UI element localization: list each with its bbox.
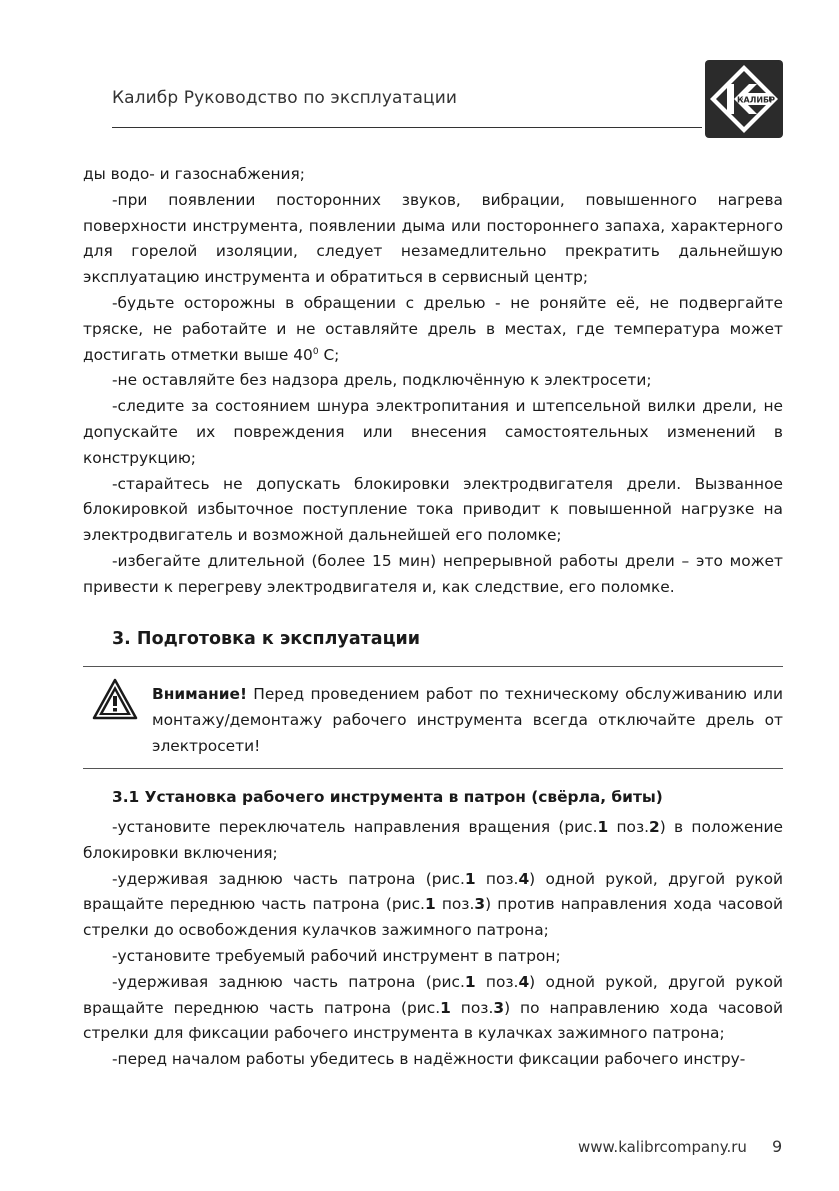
degree-superscript: 0 [312,346,319,357]
section-divider-bottom [83,768,783,769]
section-divider-top [83,666,783,667]
warning-note [152,681,783,759]
kalibr-logo-icon [705,60,783,138]
section-title: 3. Подготовка к эксплуатации [112,629,421,649]
paragraph: -установите переключатель направления вращения (рис.1 поз.2) в положение блокировки включения; [83,818,783,862]
paragraph: -установите требуемый рабочий инструмент в патрон; [112,946,561,965]
paragraph: ды водо- и газоснабжения; [83,165,305,183]
paragraph: -старайтесь не допускать блокировки электродвигателя дрели. Вызванное блокировкой избыточное поступление тока приводит к повышенной нагрузке на электродвигатель и возможной дальнейшей его поломке; [83,474,783,545]
paragraph: -следите за состоянием шнура электропитания и штепсельной вилки дрели, не допускайте их повреждения или внесения самостоятельных изменений в конструкцию; [83,397,783,467]
header-divider [112,127,702,128]
paragraph: -удерживая заднюю часть патрона (рис.1 поз.4) одной рукой, другой рукой вращайте переднюю часть патрона (рис.1 поз.3) по направлению хода часовой стрелки для фиксации рабочего инструмента в кулачках зажимного патрона; [83,972,784,1043]
warning-label: Внимание! [152,685,247,703]
paragraph [83,291,783,368]
header-title: Калибр Руководство по эксплуатации [112,88,458,108]
safety-text-block [83,162,783,601]
temp-unit: С; [318,345,340,364]
paragraph: -удерживая заднюю часть патрона (рис.1 поз.4) одной рукой, другой рукой вращайте переднюю часть патрона (рис.1 поз.3) против направления хода часовой стрелки до освобождения кулачков зажимного патрона; [83,869,783,940]
installation-text-block [83,815,783,1073]
warning-text: Перед проведением работ по техническому обслуживанию или монтажу/демонтажу рабочего инструмента всегда отключайте дрель от электросети! [152,685,783,755]
footer-url[interactable]: www.kalibrcompany.ru [578,1138,747,1156]
warning-triangle-icon [92,678,138,720]
paragraph: -при появлении посторонних звуков, вибрации, повышенного нагрева поверхности инструмента, появлении дыма или постороннего запаха, характерного для горелой изоляции, следует незамедлительно прекратить дальнейшую эксплуатацию инструмента и обратиться в сервисный центр; [83,190,783,287]
paragraph: -перед началом работы убедитесь в надёжности фиксации рабочего инстру- [112,1050,746,1069]
page-number: 9 [772,1137,783,1156]
paragraph-text: -будьте осторожны в обращении с дрелью - не роняйте её, не подвергайте тряске, не работайте и не оставляйте дрель в местах, где температура может достигать отметки выше 40 [83,293,783,364]
paragraph: -не оставляйте без надзора дрель, подключённую к электросети; [112,371,652,390]
subsection-title: 3.1 Установка рабочего инструмента в патрон (свёрла, биты) [112,788,663,806]
paragraph: -избегайте длительной (более 15 мин) непрерывной работы дрели – это может привести к перегреву электродвигателя и, как следствие, его поломке. [83,551,783,596]
logo-text: КАЛИБР [736,95,776,105]
